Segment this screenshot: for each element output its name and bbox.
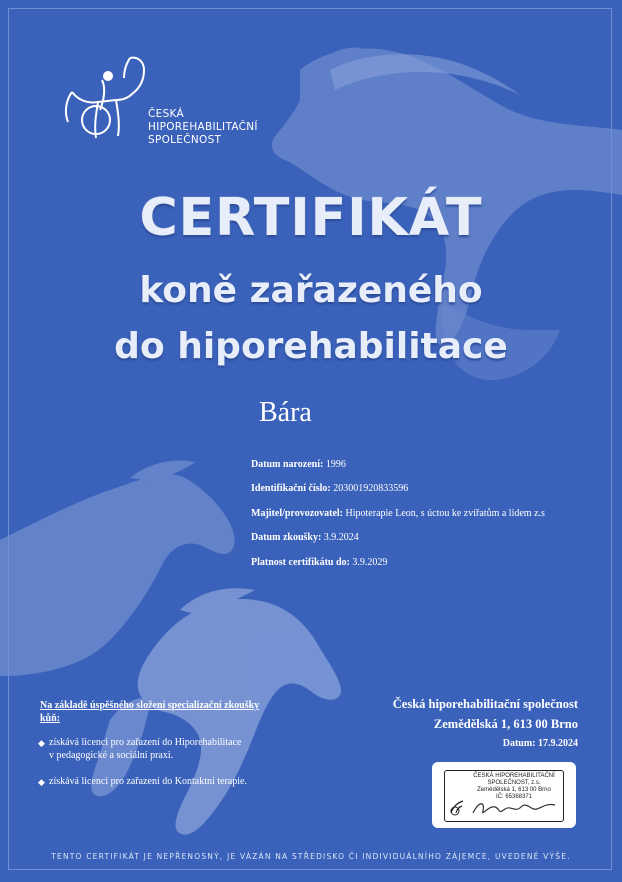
- certificate-subtitle-1: koně zařazeného: [139, 270, 483, 311]
- logo-line-3: SPOLEČNOST: [148, 134, 222, 146]
- detail-label: Majitel/provozovatel:: [251, 507, 344, 519]
- stamp-area: [432, 762, 576, 828]
- horse-name: Bára: [259, 397, 312, 428]
- stamp-line: IČ: 65368371: [495, 794, 533, 800]
- detail-row-birth: [251, 459, 545, 483]
- logo-text: [148, 108, 258, 147]
- detail-value: 3.9.2024: [323, 532, 359, 544]
- horse-rider-logo-icon: [66, 58, 144, 138]
- detail-row-exam-date: [251, 532, 545, 556]
- condition-item: [40, 737, 275, 762]
- condition-line: získává licenci pro zařazení do Kontaktní terapie.: [49, 776, 247, 787]
- detail-row-owner: [251, 508, 545, 532]
- conditions-intro: Na základě úspěšného složení specializační zkoušky kůň:: [40, 700, 260, 724]
- logo-line-1: ČESKÁ: [148, 108, 185, 120]
- stamp-line: SPOLEČNOST, z.s.: [487, 780, 541, 786]
- footer-notice: TENTO CERTIFIKÁT JE NEPŘENOSNÝ, JE VÁZÁN NA STŘEDISKO ČI INDIVIDUÁLNÍHO ZÁJEMCE, UVEDENÉ VÝŠE.: [51, 852, 571, 861]
- condition-line: v pedagogické a sociální praxi.: [49, 749, 174, 761]
- official-stamp: [444, 770, 564, 822]
- licence-conditions: [40, 700, 275, 803]
- condition-item: [40, 776, 275, 789]
- issuer-address: Zemědělská 1, 613 00 Brno: [433, 717, 578, 731]
- detail-row-id: [251, 483, 545, 507]
- detail-label: Identifikační číslo:: [251, 483, 331, 495]
- diamond-bullet-icon: ◆: [38, 738, 45, 748]
- stamp-logo-icon: [448, 797, 468, 817]
- detail-label: Datum narození:: [251, 459, 324, 470]
- handwritten-signature: [471, 797, 561, 819]
- issue-date: Datum: 17.9.2024: [502, 738, 578, 749]
- issuer-organization: Česká hiporehabilitační společnost: [392, 697, 578, 711]
- horse-details: [251, 459, 545, 581]
- stamp-line: ČESKÁ HIPOREHABILITAČNÍ: [473, 773, 555, 779]
- detail-label: Datum zkoušky:: [251, 532, 322, 544]
- condition-line: získává licenci pro zařazení do Hiporehabilitace: [49, 737, 242, 748]
- detail-row-validity: [251, 557, 545, 581]
- issuer-block: [393, 694, 578, 749]
- stamp-line: Zemědělská 1, 613 00 Brno: [477, 787, 551, 793]
- certificate-subtitle-2: do hiporehabilitace: [114, 326, 508, 367]
- detail-value: 1996: [325, 459, 346, 470]
- detail-label: Platnost certifikátu do:: [251, 556, 350, 568]
- detail-value: 3.9.2029: [352, 556, 388, 568]
- diamond-bullet-icon: ◆: [38, 777, 45, 787]
- detail-value: Hipoterapie Leon, s úctou ke zvířatům a lidem z.s: [345, 507, 545, 519]
- detail-value: 203001920833596: [333, 483, 409, 495]
- logo-line-2: HIPOREHABILITAČNÍ: [148, 121, 258, 133]
- certificate-title: CERTIFIKÁT: [139, 188, 483, 248]
